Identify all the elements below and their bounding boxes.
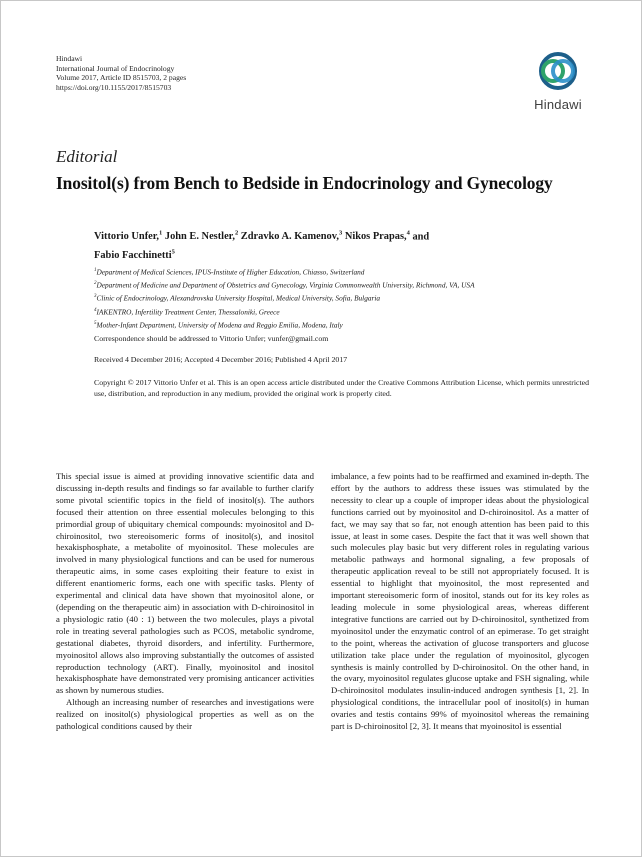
affiliations	[94, 265, 614, 331]
publisher-name: Hindawi	[56, 54, 83, 63]
hindawi-logo-icon	[538, 51, 578, 91]
publication-dates: Received 4 December 2016; Accepted 4 December 2016; Published 4 April 2017	[94, 355, 348, 364]
affiliation: $^3$Clinic of Endocrinology, Alexandrovska University Hospital, Medical University, Sofia, Bulgaria	[94, 293, 381, 303]
journal-name: International Journal of Endocrinology	[56, 63, 175, 73]
article-title: Inositol(s) from Bench to Bedside in Endocrinology and Gynecology	[56, 173, 553, 193]
hindawi-logo-text: Hindawi	[534, 97, 582, 112]
hindawi-logo	[527, 51, 589, 115]
body-paragraph: This special issue is aimed at providing innovative scientific data and discussing in-depth results and findings so far available to further clarify some pivotal scientific topics in the field of inositol(s). The authors focused their attention on three essential molecules belonging to this primordial group of ubiquitary chemical compounds: myoinositol and D-chiroinositol, two stereoisomeric forms of inositol(s), and inositol hexakisphosphate, a metabolite of myoinositol. These molecules are involved in many physiological functions and can be used for numerous therapeutic aims, in some cases exploiting their feature to exist in different enantiomeric forms, each one with specific tasks. Plenty of experimental and clinical data have shown that myoinositol alone, or (depending on the therapeutic aim) in association with D-chiroinositol in a physiologic ratio (40 : 1) between the two molecules, plays a pivotal role in treating several pathologies such as PCOS, metabolic syndrome, gestational diabetes, thyroid disorders, and infertility. Furthermore, myoinositol allows also improving substantially the outcomes of assisted reproduction technology (ART). Finally, myoinositol and inositol hexakisphosphate have demonstrated very promising anticancer activities as shown by numerous studies.	[56, 471, 314, 696]
body-column-left	[56, 471, 314, 733]
article-type: Editorial	[56, 147, 118, 166]
body-paragraph: imbalance, a few points had to be reaffirmed and examined in-depth. The effort by the authors to address these issues was stimulated by the necessity to clear up a couple of improper ideas about the physiological functions carried out by myoinositol and D-chiroinositol. As a matter of fact, we may say that so far, not enough attention has been paid to this issue, at least in some cases. Despite the fact that it was well shown that such molecules play basic but very different roles in regulating various metabolic pathways and hormonal signaling, a few proposals of therapeutic application reveal to be still not appropriately focused. It is essential to highlight that myoinositol, the most represented and important stereoisomeric form of inositol, stands out for its key roles as leading molecule in some physiological areas, whereas different integrative functions are carried out by D-chiroinositol, synthetized from myoinositol under the enzymatic control of an epimerase. To get straight to the point, whereas the activation of glucose transporters and glucose utilization take place under the regulation of myoinositol, glycogen synthesis is mainly controlled by D-chiroinositol. On the other hand, in the ovary, myoinositol regulates glucose uptake and FSH signaling, while D-chiroinositol modulates insulin-induced androgen synthesis [1, 2]. In physiological conditions, the intracellular pool of inositol(s) in human ovaries and testis contains 99% of myoinositol whereas the remaining part is D-chiroinositol [2, 3]. It means that myoinositol is essential	[331, 471, 589, 732]
affiliation: $^5$Mother-Infant Department, University of Modena and Reggio Emilia, Modena, Italy	[94, 320, 343, 330]
affiliation: $^2$Department of Medicine and Department of Obstetrics and Gynecology, Virginia Commonwealth University, Richmond, VA, USA	[94, 280, 475, 290]
volume-info: Volume 2017, Article ID 8515703, 2 pages	[56, 73, 187, 83]
author: Vittorio Unfer,$^1$	[94, 230, 163, 243]
author: Zdravko A. Kamenov,$^3$	[240, 230, 343, 243]
doi-link[interactable]: https://doi.org/10.1155/2017/8515703	[56, 82, 172, 92]
body-paragraph: Although an increasing number of researches and investigations were realized on inositol(s) physiological properties as well as on the pathological conditions caused by their	[56, 697, 314, 732]
author: John E. Nestler,$^2$	[164, 230, 239, 243]
affiliation: $^4$IAKENTRO, Infertility Treatment Center, Thessaloniki, Greece	[94, 307, 280, 317]
body-column-right	[331, 471, 589, 733]
author: Fabio Facchinetti$^5$	[94, 248, 175, 262]
affiliation: $^1$Department of Medical Sciences, IPUS-Institute of Higher Education, Chiasso, Switzerland	[94, 267, 365, 277]
author: Nikos Prapas,$^4$	[344, 230, 410, 243]
correspondence: Correspondence should be addressed to Vittorio Unfer; vunfer@gmail.com	[94, 334, 329, 343]
author-conjunction: and	[412, 231, 430, 243]
copyright-notice: Copyright © 2017 Vittorio Unfer et al. This is an open access article distributed under the Creative Commons Attribution License, which permits unrestricted use, distribution, and reproduction in any medium, provided the original work is properly cited.	[94, 378, 589, 398]
author-list	[94, 226, 594, 264]
journal-info	[56, 54, 186, 92]
